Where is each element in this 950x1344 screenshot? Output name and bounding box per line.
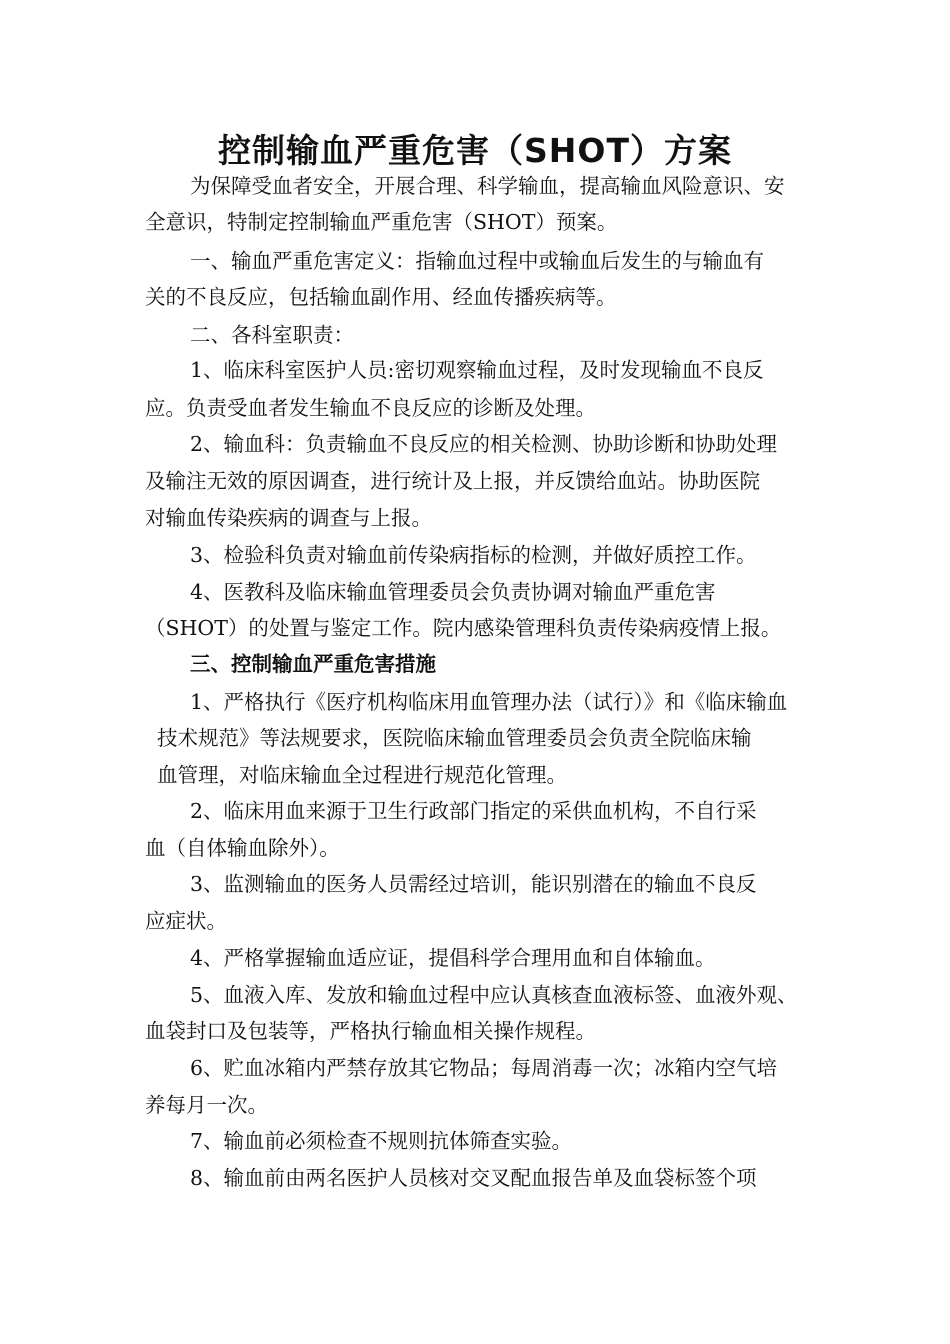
text-line: 一、输血严重危害定义：指输血过程中或输血后发生的与输血有 <box>190 249 764 273</box>
text-line: 4、医教科及临床输血管理委员会负责协调对输血严重危害 <box>190 580 716 604</box>
text-line: 血袋封口及包装等，严格执行输血相关操作规程。 <box>145 1019 596 1043</box>
text-line: 1、严格执行《医疗机构临床用血管理办法（试行）》和《临床输血 <box>190 690 788 714</box>
text-line: 技术规范》等法规要求，医院临床输血管理委员会负责全院临床输 <box>157 726 752 750</box>
text-line: 及输注无效的原因调查，进行统计及上报，并反馈给血站。协助医院 <box>145 469 760 493</box>
text-line: 4、严格掌握输血适应证，提倡科学合理用血和自体输血。 <box>190 946 716 970</box>
document-title: 控制输血严重危害（SHOT）方案 <box>218 131 732 170</box>
text-line: 7、输血前必须检查不规则抗体筛查实验。 <box>190 1129 573 1153</box>
text-line: 3、监测输血的医务人员需经过培训，能识别潜在的输血不良反 <box>190 872 757 896</box>
text-line: 1、临床科室医护人员:密切观察输血过程，及时发现输血不良反 <box>190 358 764 382</box>
text-line: 为保障受血者安全，开展合理、科学输血，提高输血风险意识、安 <box>190 174 785 198</box>
text-line: 应。负责受血者发生输血不良反应的诊断及处理。 <box>145 396 596 420</box>
text-line: 2、输血科：负责输血不良反应的相关检测、协助诊断和协助处理 <box>190 432 778 456</box>
text-line: 6、贮血冰箱内严禁存放其它物品；每周消毒一次；冰箱内空气培 <box>190 1056 778 1080</box>
text-line: 关的不良反应，包括输血副作用、经血传播疾病等。 <box>145 285 617 309</box>
text-line: 2、临床用血来源于卫生行政部门指定的采供血机构，不自行采 <box>190 799 757 823</box>
text-line: 养每月一次。 <box>145 1093 268 1117</box>
section-heading: 二、各科室职责： <box>190 323 354 347</box>
section-heading-bold: 三、控制输血严重危害措施 <box>190 652 436 676</box>
text-line: 5、血液入库、发放和输血过程中应认真核查血液标签、血液外观、 <box>190 983 798 1007</box>
text-line: 对输血传染疾病的调查与上报。 <box>145 506 432 530</box>
text-line: 全意识，特制定控制输血严重危害（SHOT）预案。 <box>145 210 618 234</box>
text-line: （SHOT）的处置与鉴定工作。院内感染管理科负责传染病疫情上报。 <box>145 616 782 640</box>
text-line: 应症状。 <box>145 909 227 933</box>
text-line: 血管理，对临床输血全过程进行规范化管理。 <box>157 763 567 787</box>
text-line: 8、输血前由两名医护人员核对交叉配血报告单及血袋标签个项 <box>190 1166 757 1190</box>
text-line: 3、检验科负责对输血前传染病指标的检测，并做好质控工作。 <box>190 543 757 567</box>
text-line: 血（自体输血除外）。 <box>145 836 340 860</box>
